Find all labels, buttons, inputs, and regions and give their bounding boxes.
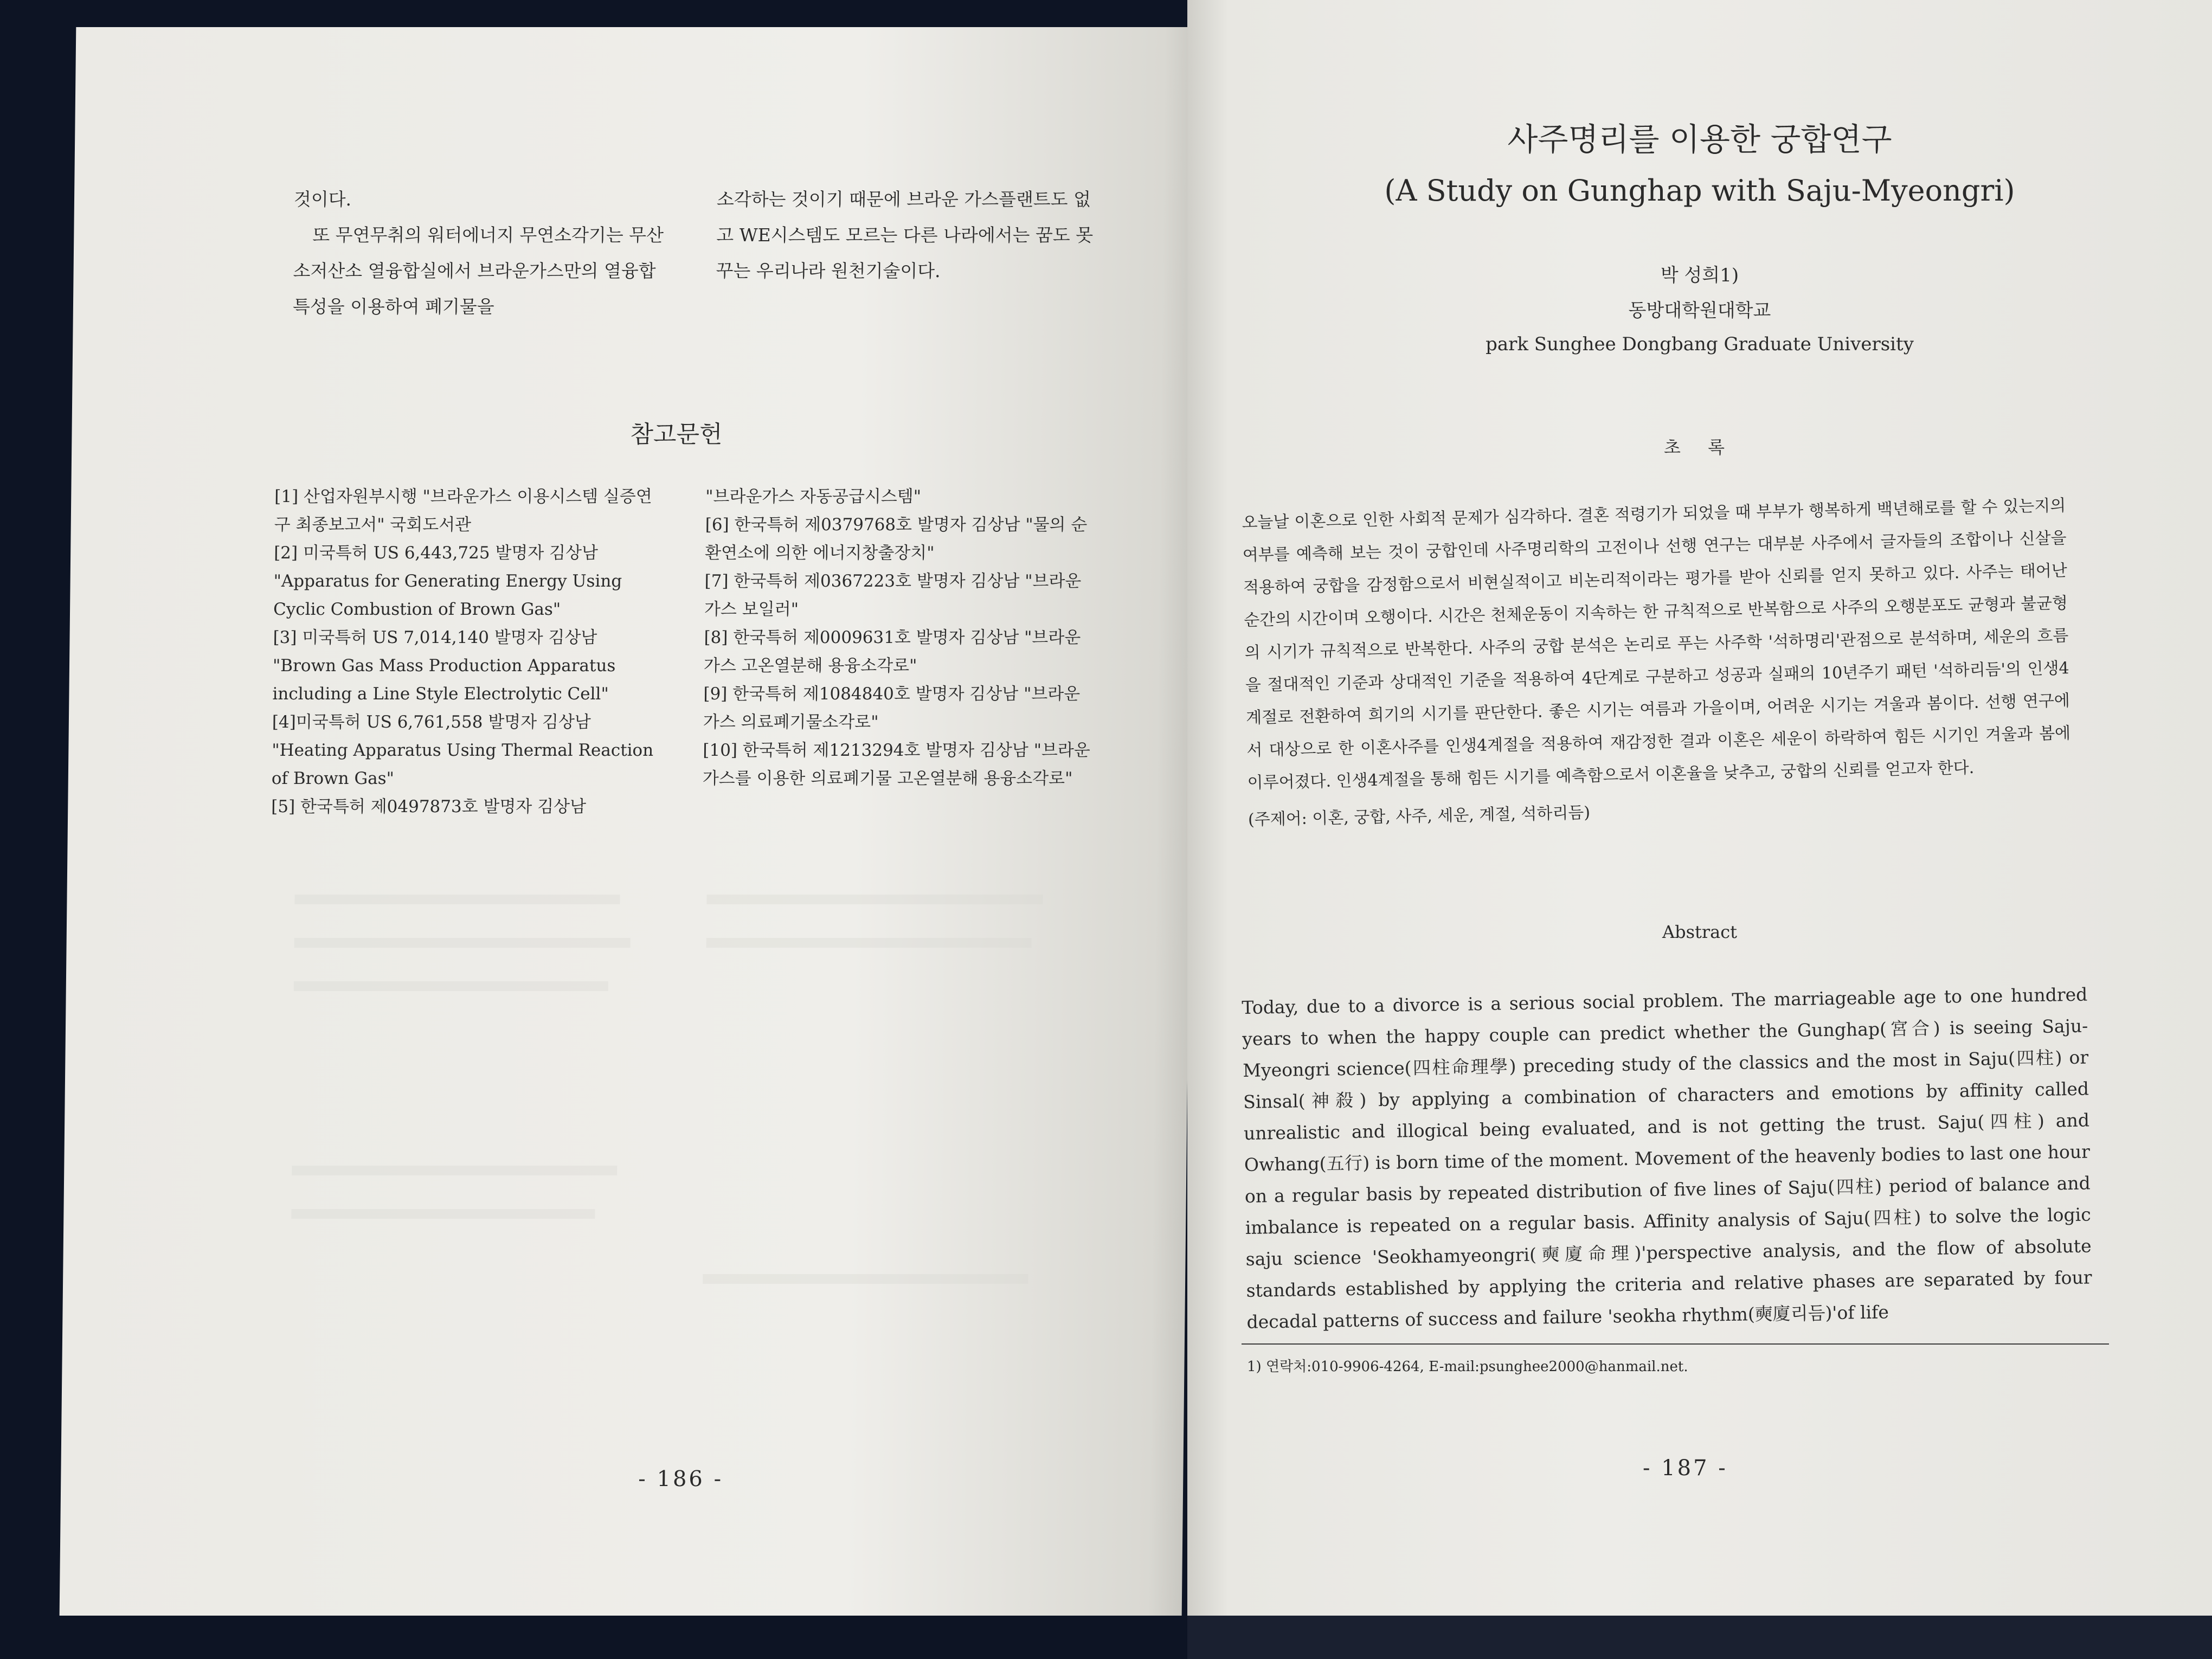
summary-heading: 초 록: [1664, 437, 1735, 458]
paragraph: 또 무연무취의 워터에너지 무연소각기는 무산소저산소 열융합실에서 브라운가스만의 열융합특성을 이용하여 폐기물을: [292, 224, 664, 317]
references-list-2: [703, 483, 1096, 793]
footnote: 1) 연락처:010-9906-4264, E-mail:psunghee2000@hanmail.net.: [1247, 1359, 1688, 1375]
bleed-through: [294, 895, 620, 904]
author-affiliation: 동방대학원대학교: [1628, 300, 1771, 321]
bleed-through: [706, 938, 1032, 948]
background: [1187, 1616, 2212, 1659]
paragraph: 것이다.: [293, 189, 352, 210]
paper-title-english: (A Study on Gunghap with Saju-Myeongri): [1384, 173, 2015, 208]
page-number: - 187 -: [1643, 1456, 1728, 1481]
bleed-through: [294, 981, 608, 991]
references-heading: 참고문헌: [630, 421, 723, 448]
references-list-1: [271, 483, 665, 821]
bleed-through: [294, 938, 631, 948]
reference-item: [9] 한국특허 제1084840호 발명자 김상남 "브라운가스 의료폐기물소각로": [703, 684, 1081, 732]
bleed-through: [291, 1209, 595, 1219]
paragraph: 소각하는 것이기 때문에 브라운 가스플랜트도 없고 WE시스템도 모르는 다른 나라에서는 꿈도 못 꾸는 우리나라 원천기술이다.: [716, 189, 1094, 281]
korean-summary: [1242, 490, 2072, 837]
reference-item: [1] 산업자원부시행 "브라운가스 이용시스템 실증연구 최종보고서" 국회도서관: [274, 487, 652, 535]
author-name: 박 성희1): [1660, 265, 1739, 286]
english-abstract: Today, due to a divorce is a serious social problem. The marriageable age to one hundred years to when the happy couple can predict whether the Gunghap(宮合) is seeing Saju-Myeongri science(四柱命理學) preceding study of the classics and the most in Saju(四柱) or Sinsal(神殺) by applying a combination of characters and emotions by affinity called unrealistic and illogical being evaluated, and is not getting the trust. Saju(四柱) and Owhang(五行) is born time of the moment. Movement of the heavenly bodies to last one hour on a regular basis by repeated distribution of five lines of Saju(四柱) period of balance and imbalance is repeated on a regular basis. Affinity analysis of Saju(四柱) to solve the logic saju science 'Seokhamyeongri(奭廈命理)'perspective analysis, and the flow of absolute standards established by applying the criteria and relative phases are separated by four decadal patterns of success and failure 'seokha rhythm(奭廈리듬)'of life: [1242, 983, 2092, 1333]
reference-item: [8] 한국특허 제0009631호 발명자 김상남 "브라운가스 고온열분해 용융소각로": [703, 628, 1081, 676]
reference-item: [7] 한국특허 제0367223호 발명자 김상남 "브라운가스 보일러": [704, 571, 1082, 619]
reference-item: [6] 한국특허 제0379768호 발명자 김상남 "물의 순환연소에 의한 에너지창출장치": [704, 515, 1088, 563]
footnote-divider: [1242, 1343, 2109, 1345]
left-page: [60, 27, 1199, 1616]
reference-item: [3] 미국특허 US 7,014,140 발명자 김상남 "Brown Gas Mass Production Apparatus including a Line Style Electrolytic Cell": [272, 628, 616, 704]
bleed-through: [292, 1166, 617, 1175]
reference-item: [5] 한국특허 제0497873호 발명자 김상남: [271, 797, 587, 816]
paper-title-korean: 사주명리를 이용한 궁합연구: [1507, 121, 1892, 158]
summary-text: 오늘날 이혼으로 인한 사회적 문제가 심각하다. 결혼 적령기가 되었을 때 부부가 행복하게 백년해로를 할 수 있는지의 여부를 예측해 보는 것이 궁합인데 사주명리학의 고전이나 선행 연구는 대부분 사주에서 글자들의 조합이나 신살을 적용하여 궁합을 감정함으로서 비현실적이고 비논리적이라는 평가를 받아 신뢰를 얻지 못하고 있다. 사주는 태어난 순간의 시간이며 오행이다. 시간은 천체운동이 지속하는 한 규칙적으로 반복함으로 사주의 오행분포도 균형과 불균형의 시기가 규칙적으로 반복한다. 사주의 궁합 분석은 논리로 푸는 사주학 '석하명리'관점으로 분석하며, 세운의 흐름을 절대적인 기준과 상대적인 기준을 적용하여 4단계로 구분하고 성공과 실패의 10년주기 패턴 '석하리듬'의 인생4계절로 전환하여 희기의 시기를 판단한다. 좋은 시기는 여름과 가을이며, 어려운 시기는 겨울과 봄이다. 선행 연구에서 대상으로 한 이혼사주를 인생4계절을 적용하여 재감정한 결과 이혼은 세운이 하락하여 힘든 시기인 겨울과 봄에 이루어졌다. 인생4계절을 통해 힘든 시기를 예측함으로서 이혼율을 낮추고, 궁합의 신뢰를 얻고자 한다.: [1242, 496, 2071, 793]
abstract-heading: Abstract: [1662, 922, 1738, 942]
reference-item: "브라운가스 자동공급시스템": [705, 487, 922, 506]
author-english: park Sunghee Dongbang Graduate University: [1486, 333, 1914, 355]
page-number: - 186 -: [638, 1467, 724, 1491]
left-column-1: [293, 182, 674, 325]
bleed-through: [706, 895, 1043, 904]
reference-item: [10] 한국특허 제1213294호 발명자 김상남 "브라운가스를 이용한 의료폐기물 고온열분해 용융소각로": [702, 741, 1090, 788]
reference-item: [2] 미국특허 US 6,443,725 발명자 김상남 "Apparatus for Generating Energy Using Cyclic Combustion of Brown Gas": [273, 543, 622, 619]
keywords: (주제어: 이혼, 궁합, 사주, 세운, 계절, 석하리듬): [1248, 803, 1591, 829]
left-column-2: [716, 182, 1096, 289]
right-page: [1187, 0, 2212, 1616]
reference-item: [4]미국특허 US 6,761,558 발명자 김상남 "Heating Apparatus Using Thermal Reaction of Brown Gas": [271, 712, 654, 788]
bleed-through: [703, 1274, 1028, 1284]
